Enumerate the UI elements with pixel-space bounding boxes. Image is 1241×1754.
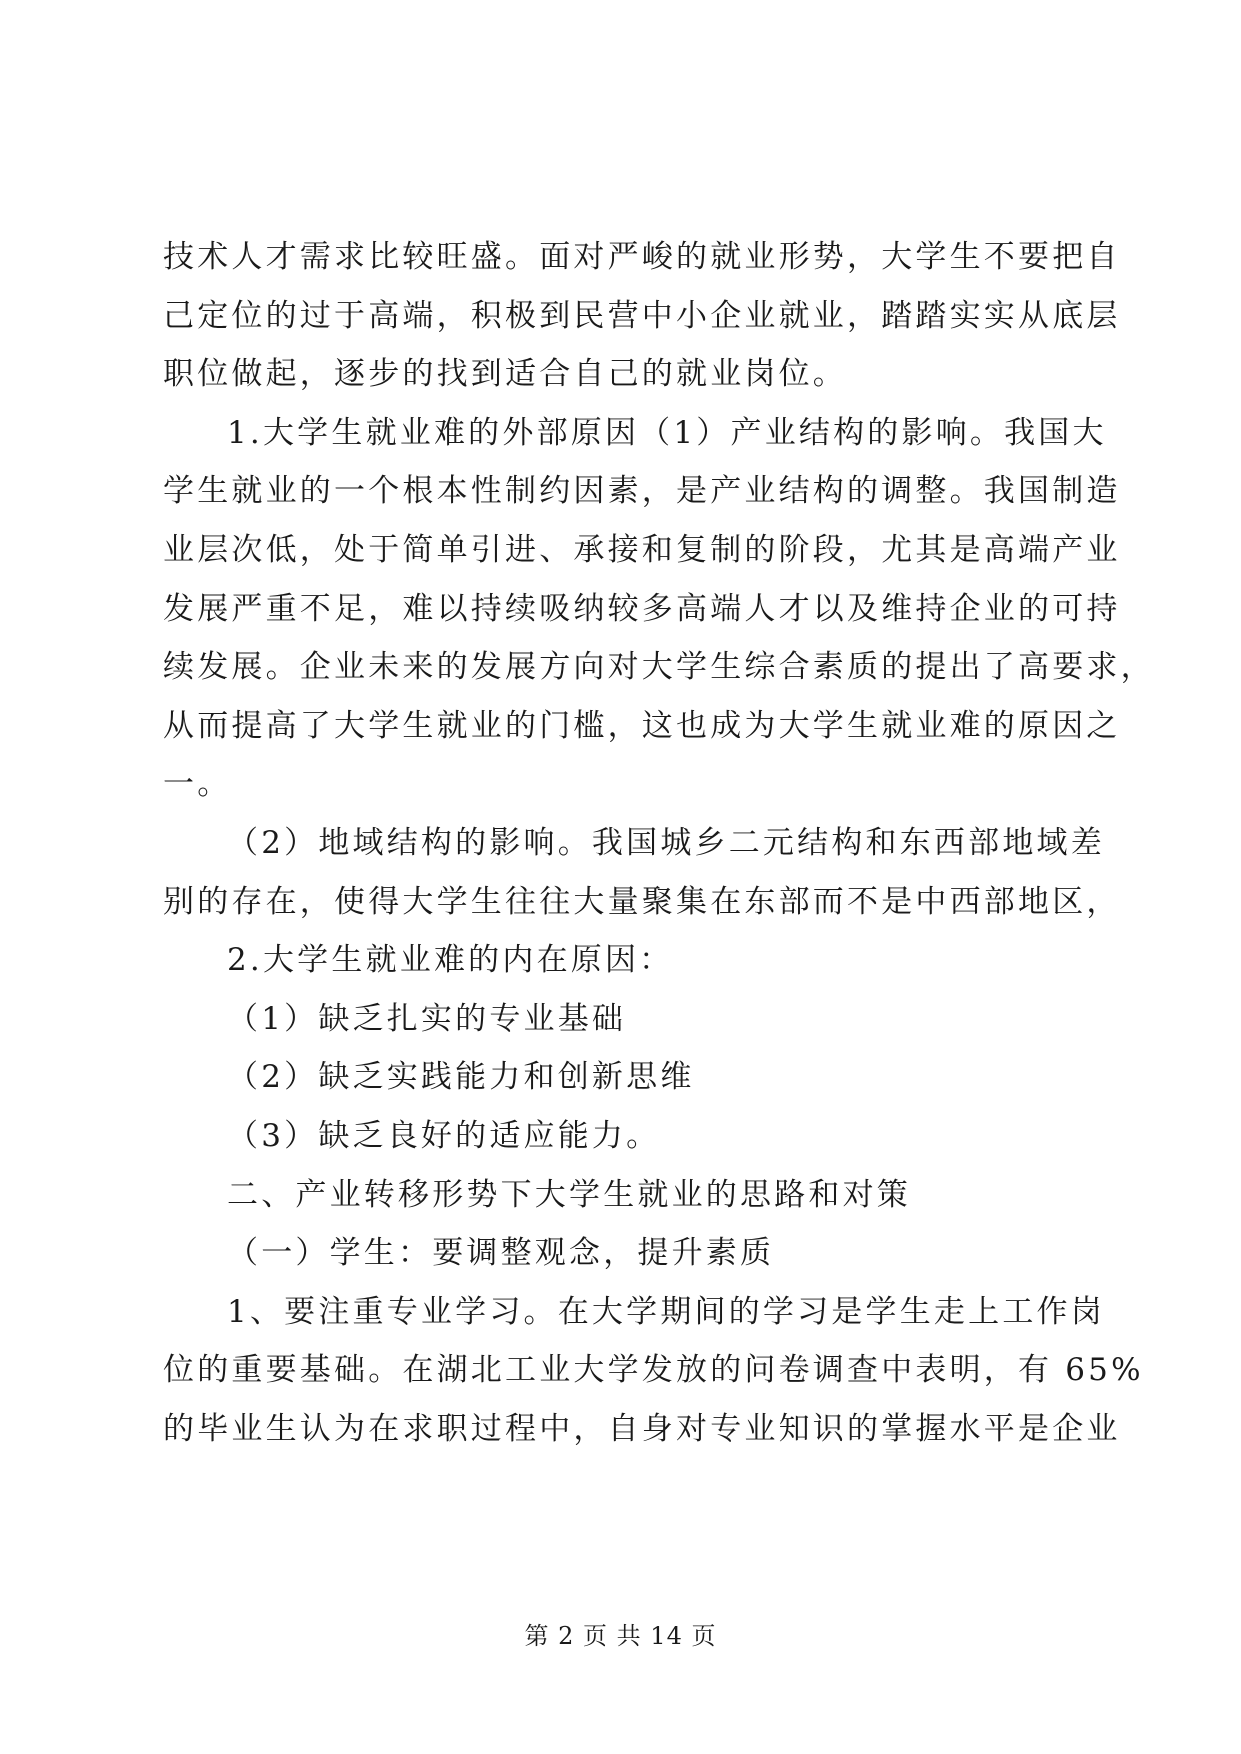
text-line: 业层次低，处于简单引进、承接和复制的阶段，尤其是高端产业: [163, 531, 1121, 568]
text-line: 的毕业生认为在求职过程中，自身对专业知识的掌握水平是企业: [163, 1410, 1121, 1447]
list-item: （3）缺乏良好的适应能力。: [227, 1117, 661, 1154]
subsection-heading: （一）学生：要调整观念，提升素质: [227, 1235, 775, 1272]
text-line: 技术人才需求比较旺盛。面对严峻的就业形势，大学生不要把自: [163, 239, 1121, 275]
text-line: 位的重要基础。在湖北工业大学发放的问卷调查中表明，有 65%: [163, 1352, 1144, 1389]
list-item: （2）缺乏实践能力和创新思维: [227, 1059, 695, 1096]
list-item: （1）缺乏扎实的专业基础: [227, 1000, 627, 1037]
text-line: 别的存在，使得大学生往往大量聚集在东部而不是中西部地区，: [163, 883, 1121, 920]
text-line: 续发展。企业未来的发展方向对大学生综合素质的提出了高要求，: [163, 649, 1155, 686]
text-line: 学生就业的一个根本性制约因素，是产业结构的调整。我国制造: [163, 473, 1121, 510]
text-line: 职位做起，逐步的找到适合自己的就业岗位。: [163, 356, 847, 393]
section-heading: 二、产业转移形势下大学生就业的思路和对策: [227, 1176, 911, 1213]
paragraph-start-line: 1、要注重专业学习。在大学期间的学习是学生走上工作岗: [227, 1293, 1105, 1330]
text-line: 从而提高了大学生就业的门槛，这也成为大学生就业难的原因之: [163, 707, 1121, 744]
text-line: 一。: [163, 766, 232, 803]
body-text: [163, 228, 1155, 1458]
page-footer: [0, 1616, 1241, 1651]
page-number: 第 2 页 共 14 页: [524, 1622, 717, 1650]
text-line: 己定位的过于高端，积极到民营中小企业就业，踏踏实实从底层: [163, 297, 1121, 334]
paragraph-start-line: 1.大学生就业难的外部原因（1）产业结构的影响。我国大: [227, 414, 1107, 451]
paragraph-start-line: （2）地域结构的影响。我国城乡二元结构和东西部地域差: [227, 824, 1105, 861]
text-line: 发展严重不足，难以持续吸纳较多高端人才以及维持企业的可持: [163, 590, 1121, 627]
section-heading: 2.大学生就业难的内在原因：: [227, 942, 674, 979]
